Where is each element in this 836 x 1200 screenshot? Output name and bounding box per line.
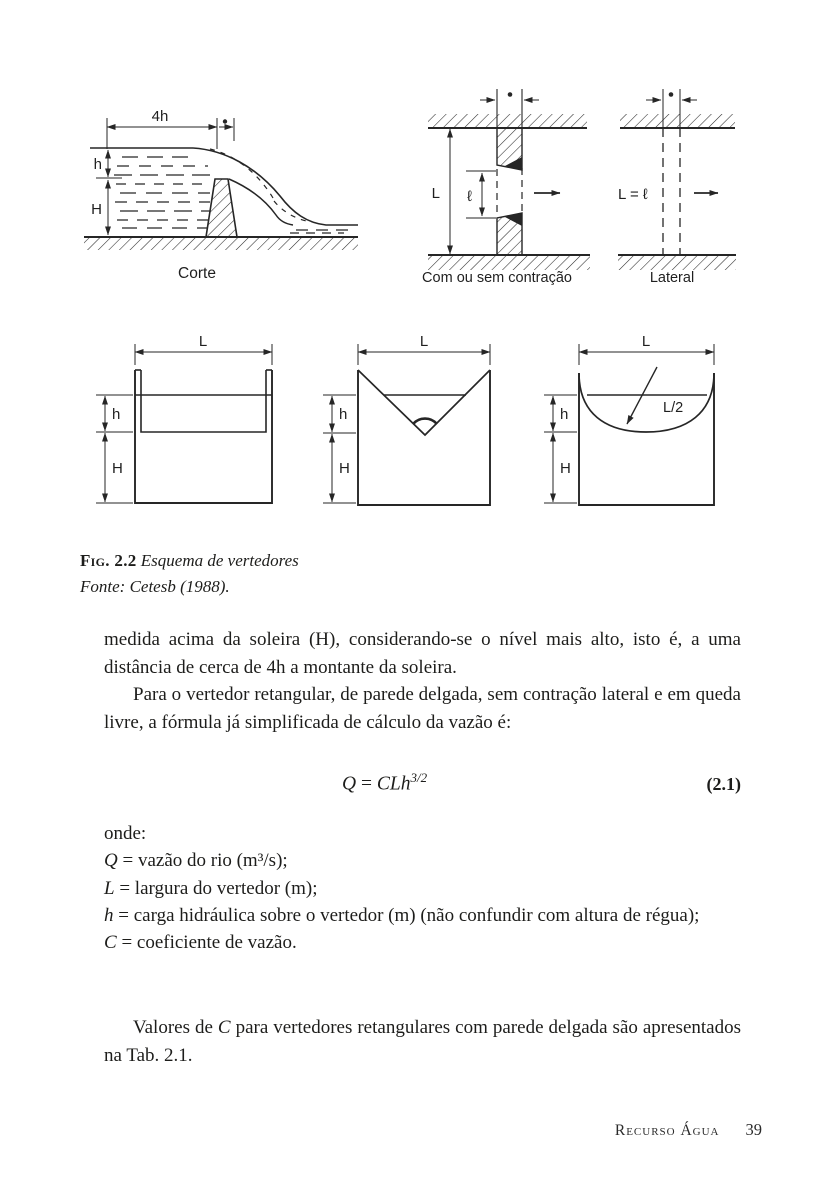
figure-caption [80, 548, 299, 599]
variable-symbol: Q [104, 850, 118, 872]
closing-paragraph [104, 1014, 741, 1069]
figure-title: Esquema de vertedores [140, 551, 299, 570]
definition-text: = largura do vertedor (m); [114, 877, 318, 899]
figure-number: Fig. 2.2 [80, 551, 137, 570]
contraction-plan-diagram [422, 89, 590, 286]
dim-label-L: L [641, 333, 651, 350]
variable-symbol: h [104, 904, 114, 926]
body-text [104, 626, 741, 736]
definition-text: = carga hidráulica sobre o vertedor (m) (não confundir com altura de régua); [113, 904, 700, 926]
closing-pre: Valores de [133, 1017, 218, 1038]
dim-label-H: H [112, 460, 123, 477]
page-number: 39 [745, 1120, 762, 1139]
circular-weir-diagram [544, 333, 714, 505]
paragraph: Para o vertedor retangular, de parede delgada, sem contração lateral e em queda livre, a fórmula já simplificada de cálculo da vazão é: [104, 684, 741, 733]
closing-post: para vertedores retangulares com parede delgada são apresentados na Tab. 2.1. [104, 1017, 741, 1066]
dim-label-h: h [339, 406, 348, 423]
equation-lhs: Q [342, 773, 357, 795]
lateral-caption: Lateral [649, 270, 695, 286]
equation-row [104, 770, 741, 796]
dim-label-h: h [93, 156, 102, 173]
definition-line [104, 929, 741, 956]
variable-symbol: L [104, 877, 115, 899]
equation-exponent: 3/2 [410, 770, 428, 785]
dim-label-4h: 4h [151, 108, 169, 125]
dim-label-h: h [560, 406, 569, 423]
definition-text: = vazão do rio (m³/s); [117, 850, 288, 872]
paragraph: medida acima da soleira (H), considerando-se o nível mais alto, isto é, a uma distância de cerca de 4h a montante da soleira. [104, 629, 741, 678]
dim-label-L-equals-ell: L = ℓ [618, 186, 648, 203]
dim-label-H: H [91, 201, 102, 218]
dim-label-H: H [560, 460, 571, 477]
figure-source: Fonte: Cetesb (1988). [80, 576, 230, 596]
equation-rhs: CLh [376, 773, 411, 795]
dim-label-L-over-2: L/2 [663, 400, 684, 416]
definition-line [104, 875, 741, 902]
dim-label-ell: ℓ [467, 188, 472, 205]
definition-line [104, 847, 741, 874]
variable-symbol: C [104, 932, 117, 954]
running-title: Recurso Água [614, 1122, 720, 1139]
page-footer [615, 1120, 762, 1140]
equation-2-1 [342, 770, 427, 796]
dim-label-L: L [198, 333, 208, 350]
rectangular-weir-diagram [96, 333, 272, 503]
figure-2-2-weir-schematics [60, 65, 780, 535]
corte-caption: Corte [178, 265, 216, 282]
definition-line [104, 902, 741, 929]
variable-symbol: C [217, 1017, 231, 1038]
corte-diagram [84, 108, 358, 282]
dim-label-L: L [419, 333, 429, 350]
triangular-weir-diagram [323, 333, 490, 505]
equation-relation: = [356, 773, 377, 795]
where-intro: onde: [104, 823, 147, 844]
definition-text: = coeficiente de vazão. [116, 932, 297, 954]
definitions-block [104, 820, 741, 956]
equation-number: (2.1) [706, 773, 741, 794]
dim-label-h: h [112, 406, 121, 423]
contraction-caption: Com ou sem contração [422, 270, 572, 286]
dim-label-H: H [339, 460, 350, 477]
lateral-plan-diagram [618, 89, 736, 286]
dim-label-L: L [431, 185, 440, 202]
paragraph [104, 1014, 741, 1069]
